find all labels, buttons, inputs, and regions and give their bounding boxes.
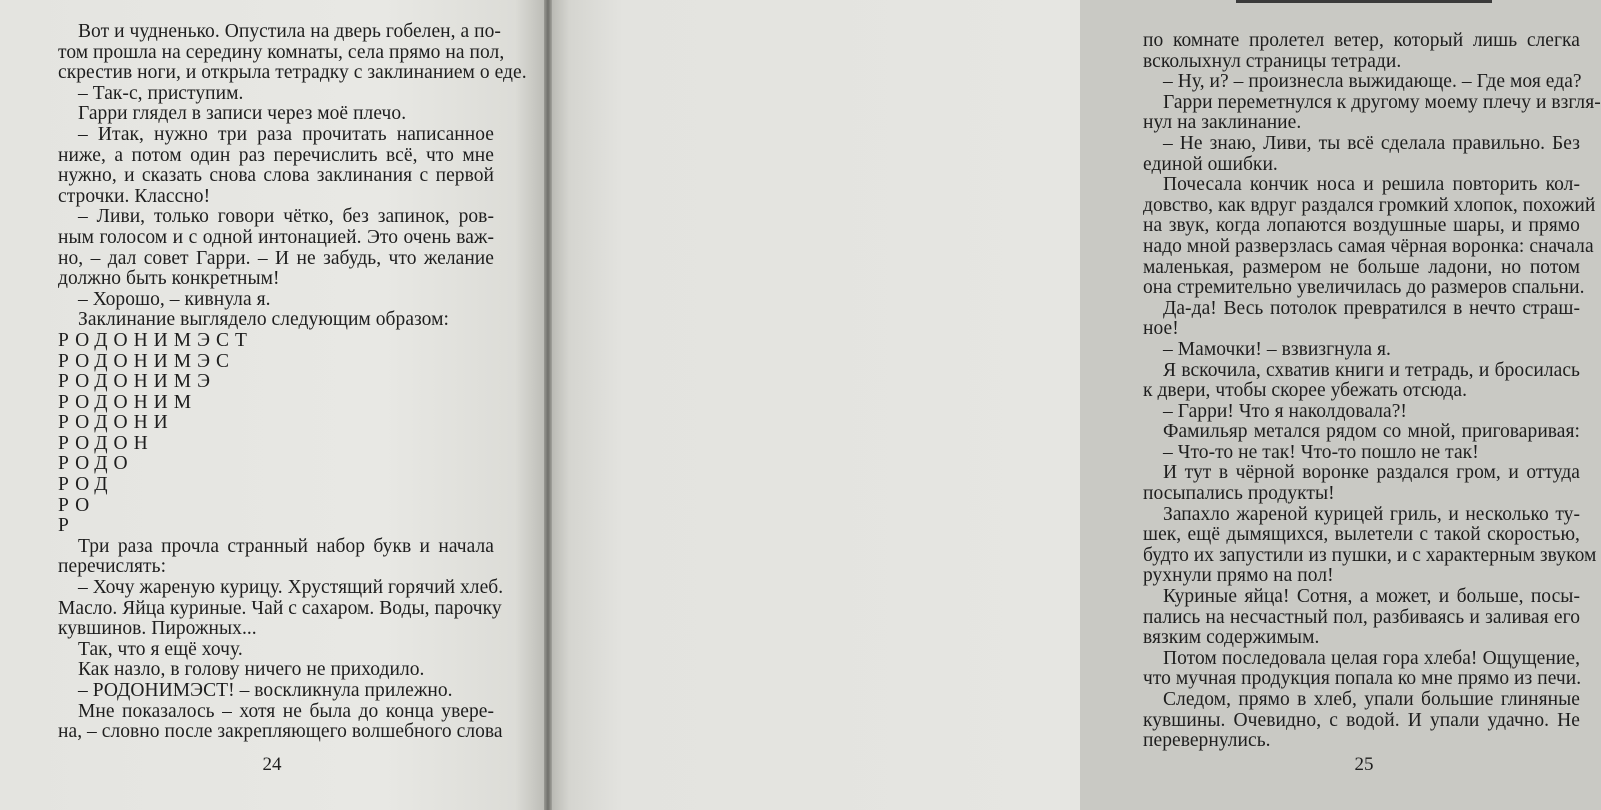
text-line: Гарри переметнулся к другому моему плечу и взгля- [1163, 91, 1601, 113]
text-line: Три раза прочла странный набор букв и начала [78, 535, 494, 557]
text-line: нул на заклинание. [1143, 112, 1302, 134]
text-line: РО [58, 494, 96, 516]
text-line: вязким содержимым. [1143, 627, 1320, 649]
text-line: Запахло жареной курицей гриль, и несколько ту- [1163, 503, 1580, 525]
text-line: нужно, и сказать снова слова заклинания с первой [58, 165, 494, 187]
text-line: что мучная продукция попала ко мне прямо из печи. [1143, 668, 1582, 690]
text-line: пались на несчастный пол, разбиваясь и заливая его [1143, 606, 1580, 628]
text-line: она стремительно увеличилась до размеров спальни. [1143, 277, 1585, 299]
text-line: маленькая, размером не больше ладони, но потом [1143, 256, 1580, 278]
page-number-left: 24 [262, 754, 282, 775]
text-line: – Хочу жареную курицу. Хрустящий горячий хлеб. [78, 577, 504, 599]
right-page-text [1143, 30, 1601, 752]
left-page-text [58, 21, 527, 743]
text-line: перевернулись. [1143, 730, 1271, 752]
text-line: РОДОНИМЭ [58, 371, 216, 393]
text-line: Р [58, 515, 75, 537]
text-line: будто их запустили из пушки, и с характерным звуком [1143, 544, 1597, 566]
text-line: кувшины. Очевидно, с водой. И упали удачно. Не [1143, 709, 1580, 731]
text-line: – Итак, нужно три раза прочитать написанное [78, 123, 494, 145]
text-line: на, – словно после закрепляющего волшебного слова [58, 721, 503, 743]
text-line: посыпались продукты! [1143, 483, 1335, 505]
text-line: РОДОНИ [58, 412, 174, 434]
text-line: РОДОНИМЭС [58, 350, 235, 372]
right-page [548, 0, 1601, 810]
text-line: скрестив ноги, и открыла тетрадку с заклинанием о еде. [58, 62, 527, 84]
text-line: Так, что я ещё хочу. [78, 638, 243, 660]
text-line: Куриные яйца! Сотня, а может, и больше, посы- [1163, 586, 1580, 608]
text-line: – РОДОНИМЭСТ! – воскликнула прилежно. [78, 680, 453, 701]
text-line: к двери, чтобы скорее убежать отсюда. [1143, 380, 1468, 402]
text-line: всколыхнул страницы тетради. [1143, 50, 1402, 72]
text-line: Заклинание выглядело следующим образом: [78, 309, 449, 331]
text-line: кувшинов. Пирожных... [58, 618, 257, 640]
text-line: строчки. Классно! [58, 185, 211, 207]
text-line: РОДОН [58, 432, 154, 454]
text-line: по комнате пролетел ветер, который лишь слегка [1143, 30, 1580, 51]
text-line: Гарри глядел в записи через моё плечо. [78, 103, 407, 125]
top-rule [1236, 0, 1492, 3]
left-page [0, 0, 548, 810]
text-line: перечислять: [58, 556, 167, 578]
text-line: ниже, а потом один раз перечислить всё, что мне [58, 144, 494, 166]
text-line: том прошла на середину комнаты, села прямо на пол, [58, 41, 505, 63]
text-line: РОД [58, 474, 114, 496]
text-line: должно быть конкретным! [58, 268, 280, 290]
text-line: Фамильяр метался рядом со мной, приговаривая: [1163, 421, 1580, 443]
text-line: РОДОНИМЭСТ [58, 329, 253, 351]
text-line: – Мамочки! – взвизгнула я. [1163, 338, 1391, 360]
text-line: ным голосом и с одной интонацией. Это очень важ- [58, 226, 494, 248]
text-line: РОДО [58, 453, 134, 475]
text-line: – Ливи, только говори чётко, без запинок, ров- [78, 206, 494, 228]
text-line: Почесала кончик носа и решила повторить кол- [1163, 174, 1580, 196]
text-line: единой ошибки. [1143, 153, 1278, 175]
text-line: – Гарри! Что я наколдовала?! [1163, 400, 1407, 422]
text-line: шек, ещё дымящихся, вылетели с такой скоростью, [1143, 524, 1580, 546]
text-line: – Что-то не так! Что-то пошло не так! [1163, 441, 1479, 463]
text-line: рухнули прямо на пол! [1143, 565, 1334, 587]
text-line: на звук, когда лопаются воздушные шары, и прямо [1143, 215, 1580, 237]
text-line: РОДОНИМ [58, 391, 198, 413]
text-line: Вот и чудненько. Опустила на дверь гобелен, а по- [78, 21, 501, 42]
book-gutter [544, 0, 552, 810]
text-line: – Не знаю, Ливи, ты всё сделала правильно. Без [1163, 132, 1580, 154]
text-line: довство, как вдруг раздался громкий хлопок, похожий [1143, 194, 1596, 216]
text-line: – Так-с, приступим. [78, 82, 244, 104]
text-line: Мне показалось – хотя не была до конца увере- [78, 700, 494, 722]
text-line: но, – дал совет Гарри. – И не забудь, что желание [58, 247, 494, 269]
text-line: – Хорошо, – кивнула я. [78, 288, 271, 310]
text-line: надо мной разверзлась самая чёрная воронка: сначала [1143, 235, 1594, 257]
text-line: И тут в чёрной воронке раздался гром, и оттуда [1163, 462, 1580, 484]
page-number-right: 25 [1354, 754, 1374, 775]
text-line: – Ну, и? – произнесла выжидающе. – Где моя еда? [1163, 71, 1582, 93]
text-line: Да-да! Весь потолок превратился в нечто страш- [1163, 297, 1580, 319]
text-line: ное! [1143, 318, 1179, 340]
text-line: Следом, прямо в хлеб, упали большие глиняные [1163, 689, 1580, 710]
text-line: Как назло, в голову ничего не приходило. [78, 659, 425, 681]
text-line: Потом последовала целая гора хлеба! Ощущение, [1163, 647, 1580, 669]
text-line: Масло. Яйца куриные. Чай с сахаром. Воды, парочку [58, 597, 502, 619]
text-line: Я вскочила, схватив книги и тетрадь, и бросилась [1163, 359, 1580, 381]
